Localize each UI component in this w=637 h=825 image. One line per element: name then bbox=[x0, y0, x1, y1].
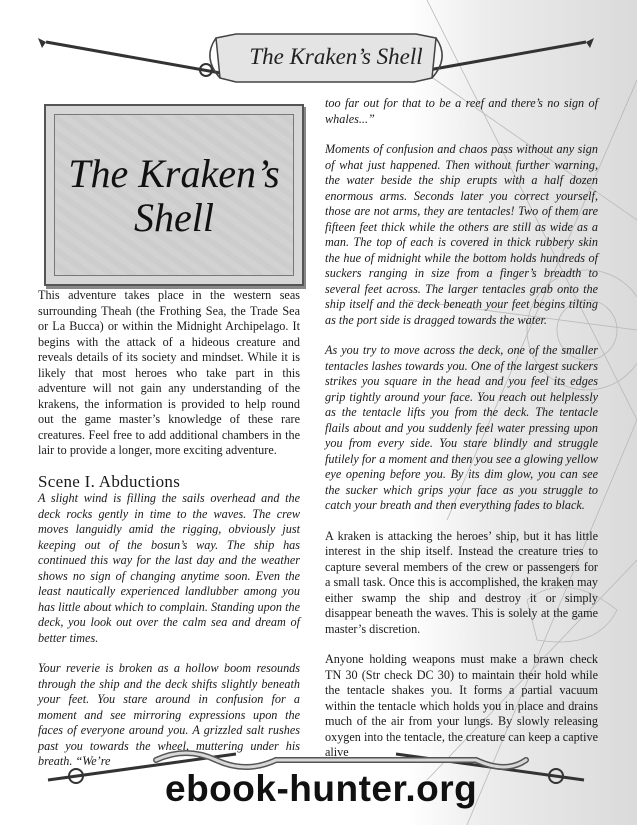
title-line-2: Shell bbox=[134, 195, 214, 240]
right-paragraph-2: As you try to move across the deck, one of the smaller tentacles lashes towards you. One of the largest suckers strikes you square in the head and you feel its edges grip tightly around your face. You reach out helplessly as the tentacle lifts you from the deck. The tentacle flails about and you suddenly feel water pressing upon you from every side. You stare blindly and struggle futilely for a moment and then you see a glowing yellow eye opening before you. By its dim glow, you can see the sucker which grips your face as you struggle to catch your breath and then everything fades to black. bbox=[325, 343, 598, 512]
header-title: The Kraken’s Shell bbox=[249, 44, 423, 69]
left-sword-icon bbox=[38, 38, 226, 76]
watermark: ebook-hunter.org bbox=[165, 768, 478, 809]
scene-paragraph-2: Your reverie is broken as a hollow boom resounds through the ship and the deck shifts slightly beneath your feet. You stare around in confusion for a moment and see mirroring expressions upon the faces of everyone around you. A grizzled salt rushes past you towards the wheel, muttering under his breath. “We’re bbox=[38, 661, 300, 768]
title-box bbox=[44, 104, 304, 286]
page-title bbox=[46, 152, 302, 240]
right-paragraph-0: too far out for that to be a reef and there’s no sign of whales...” bbox=[325, 96, 598, 126]
left-column bbox=[38, 288, 300, 770]
scene-paragraph-1: A slight wind is filling the sails overhead and the deck rocks gently in time to the waves. The crew moves languidly amid the rigging, obviously just keeping out of the bosun’s way. The ship has continued this way for the last day and the weather shows no sign of changing anytime soon. Even the least nautically experienced landlubber among you has little about which to complain. Standing upon the deck, you look out over the calm sea and dream of better times. bbox=[38, 491, 300, 645]
intro-paragraph: This adventure takes place in the western seas surrounding Theah (the Frothing Sea, the Trade Sea or La Bucca) or within the Midnight Archipelago. It begins with the attack of a hideous creature and reveals details of its society and mindset. While it is likely that most heroes who take part in this adventure will not gain any understanding of the krakens, the information is provided to help round out the game master’s knowledge of these rare creatures. Feel free to add additional chambers in the lair to provide a longer, more exciting adventure. bbox=[38, 288, 300, 457]
scene-heading: Scene I. Abductions bbox=[38, 471, 181, 491]
right-paragraph-3: A kraken is attacking the heroes’ ship, but it has little interest in the ship itself. Instead the creature tries to capture several members of the crew or passengers for a small task. Once this is accomplished, the kraken may either swamp the ship and destroy it or simply disappear beneath the waves. This is solely at the game master’s discretion. bbox=[325, 528, 598, 636]
title-line-1: The Kraken’s bbox=[68, 151, 280, 196]
right-column bbox=[325, 96, 598, 761]
right-paragraph-4: Anyone holding weapons must make a brawn check TN 30 (Str check DC 30) to maintain their hold while the tentacle shakes you. It forms a partial vacuum within the tentacle which holds you in place and drains much of the air from your lungs. By slowly releasing oxygen into the tentacle, the creature can keep a captive alive bbox=[325, 652, 598, 759]
right-paragraph-1: Moments of confusion and chaos pass without any sign of what just happened. Then without further warning, the water beside the ship erupts with a half dozen enormous arms. Seconds later you correct yourself, those are not arms, they are tentacles! Two of them are fifteen feet thick while the others are still as wide as a man. The top of each is covered in thick rubbery skin the hue of midnight while the bottom holds hundreds of suckers ranging in size from a finger’s breadth to several feet across. The larger tentacles grab onto the ship itself and the deck beneath your feet begins tilting as the port side is dragged towards the water. bbox=[325, 142, 598, 327]
